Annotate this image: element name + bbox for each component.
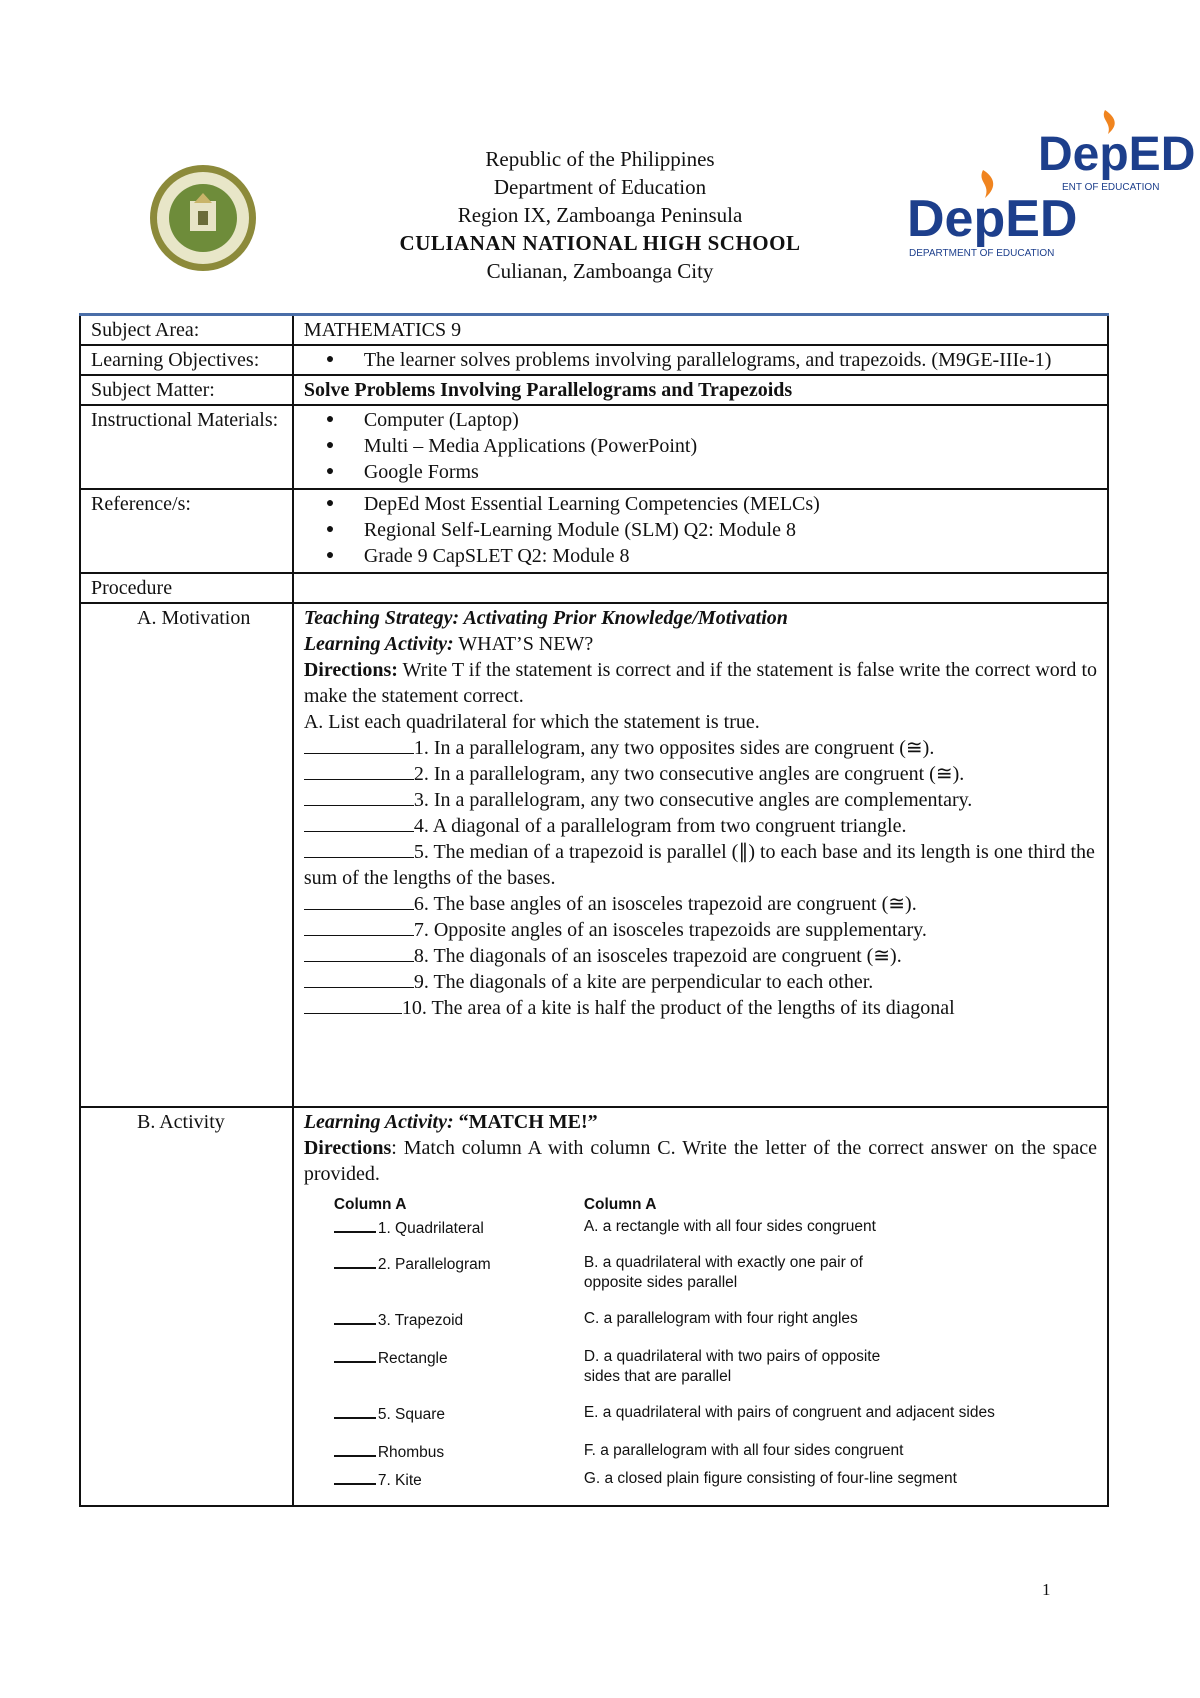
answer-blank[interactable] (304, 969, 414, 988)
statement-item: 4. A diagonal of a parallelogram from two congruent triangle. (304, 813, 1097, 839)
objective-item: ● The learner solves problems involving parallelograms, and trapezoids. (M9GE-IIIe-1) (364, 347, 1097, 373)
header-region: Region IX, Zamboanga Peninsula (457, 203, 743, 227)
reference-item: ● DepEd Most Essential Learning Competencies (MELCs) (364, 491, 1097, 517)
match-pair: 2. Parallelogram B. a quadrilateral with exactly one pair of opposite sides parallel (304, 1253, 1097, 1309)
match-answer-line[interactable] (334, 1469, 376, 1485)
motivation-directions (304, 657, 1097, 709)
teaching-strategy: Teaching Strategy: Activating Prior Knowledge/Motivation (303, 607, 788, 629)
statement-item: 2. In a parallelogram, any two consecutive angles are congruent (≅). (304, 761, 1097, 787)
match-answer-line[interactable] (334, 1253, 376, 1269)
column-a-header: Column A (333, 1196, 407, 1213)
page-number: 1 (1042, 1580, 1051, 1599)
answer-blank[interactable] (304, 891, 414, 910)
activity-directions (304, 1135, 1097, 1187)
directions-label: Directions (303, 1137, 392, 1159)
statement-item: 10. The area of a kite is half the product of the lengths of its diagonal (304, 995, 1097, 1021)
statement-item: 3. In a parallelogram, any two consecutive angles are complementary. (304, 787, 1097, 813)
lesson-plan-table (79, 313, 1109, 1507)
statement-item: 9. The diagonals of a kite are perpendicular to each other. (304, 969, 1097, 995)
row-procedure (80, 573, 1108, 603)
deped-logo-sub-front: DEPARTMENT OF EDUCATION (909, 248, 1055, 259)
match-answer-line[interactable] (334, 1441, 376, 1457)
directions-text: Write T if the statement is correct and if the statement is false write the correct word to make the statement correct. (303, 659, 1097, 707)
learning-activity-label: Learning Activity: (303, 1111, 454, 1133)
statement-item: 8. The diagonals of an isosceles trapezoid are congruent (≅). (304, 943, 1097, 969)
row-subject-matter (80, 375, 1108, 405)
directions-label: Directions: (303, 659, 398, 681)
learning-activity-name: WHAT’S NEW? (458, 633, 594, 655)
value-subject-matter: Solve Problems Involving Parallelograms and Trapezoids (293, 375, 1108, 405)
answer-blank[interactable] (304, 813, 414, 832)
header-department: Department of Education (493, 175, 707, 199)
match-pair: 7. Kite G. a closed plain figure consisting of four-line segment (304, 1469, 1097, 1493)
motivation-instruction: A. List each quadrilateral for which the statement is true. (303, 711, 760, 733)
answer-blank[interactable] (304, 787, 414, 806)
material-item: ● Computer (Laptop) (364, 407, 1097, 433)
row-materials (80, 405, 1108, 489)
statement-item: 5. The median of a trapezoid is parallel (∥) to each base and its length is one third the sum of the lengths of the bases. (303, 841, 1095, 889)
match-pair: Rhombus F. a parallelogram with all four sides congruent (304, 1441, 1097, 1469)
match-answer-line[interactable] (334, 1403, 376, 1419)
row-objectives (80, 345, 1108, 375)
learning-activity-heading (304, 631, 1097, 657)
reference-item: ● Regional Self-Learning Module (SLM) Q2: Module 8 (364, 517, 1097, 543)
answer-blank[interactable] (304, 917, 414, 936)
match-pair: 5. Square E. a quadrilateral with pairs of congruent and adjacent sides (304, 1403, 1097, 1441)
match-pair: Rectangle D. a quadrilateral with two pairs of opposite sides that are parallel (304, 1347, 1097, 1403)
match-answer-line[interactable] (334, 1309, 376, 1325)
row-references (80, 489, 1108, 573)
header-school: CULIANAN NATIONAL HIGH SCHOOL (399, 231, 801, 255)
row-activity (80, 1107, 1108, 1506)
letterhead (0, 145, 1200, 285)
statement-item: 1. In a parallelogram, any two opposites sides are congruent (≅). (304, 735, 1097, 761)
material-item: ● Multi – Media Applications (PowerPoint) (364, 433, 1097, 459)
label-subject-matter: Subject Matter: (80, 375, 293, 405)
match-pair: 1. Quadrilateral A. a rectangle with all four sides congruent (304, 1217, 1097, 1253)
statement-item: 7. Opposite angles of an isosceles trapezoids are supplementary. (304, 917, 1097, 943)
label-references: Reference/s: (80, 489, 293, 573)
header-address: Culianan, Zamboanga City (486, 259, 714, 283)
learning-activity-name: “MATCH ME!” (458, 1111, 598, 1133)
answer-blank[interactable] (304, 761, 414, 780)
deped-logo-text-front: DepED (907, 190, 1078, 248)
column-c-header: Column A (583, 1196, 657, 1213)
label-motivation: A. Motivation (137, 607, 251, 629)
match-answer-line[interactable] (334, 1347, 376, 1363)
label-procedure: Procedure (80, 573, 293, 603)
answer-blank[interactable] (304, 839, 414, 858)
deped-logo-text-back: DepED (1038, 128, 1196, 181)
deped-logo-sub-back: ENT OF EDUCATION (1062, 182, 1160, 193)
label-subject-area: Subject Area: (80, 315, 293, 346)
label-materials: Instructional Materials: (80, 405, 293, 489)
learning-activity-label: Learning Activity: (303, 633, 454, 655)
material-item: ● Google Forms (364, 459, 1097, 485)
label-objectives: Learning Objectives: (80, 345, 293, 375)
row-motivation (80, 603, 1108, 1107)
reference-item: ● Grade 9 CapSLET Q2: Module 8 (364, 543, 1097, 569)
directions-text: : Match column A with column C. Write the letter of the correct answer on the space provided. (303, 1137, 1097, 1185)
answer-blank[interactable] (304, 943, 414, 962)
row-subject-area (80, 315, 1108, 346)
match-pair: 3. Trapezoid C. a parallelogram with four right angles (304, 1309, 1097, 1347)
match-table (304, 1195, 1097, 1493)
answer-blank[interactable] (304, 995, 402, 1014)
label-activity: B. Activity (137, 1111, 225, 1133)
value-subject-area: MATHEMATICS 9 (293, 315, 1108, 346)
statement-item: 6. The base angles of an isosceles trapezoid are congruent (≅). (304, 891, 1097, 917)
match-activity-heading (304, 1109, 1097, 1135)
answer-blank[interactable] (304, 735, 414, 754)
match-answer-line[interactable] (334, 1217, 376, 1233)
header-country: Republic of the Philippines (485, 147, 715, 171)
